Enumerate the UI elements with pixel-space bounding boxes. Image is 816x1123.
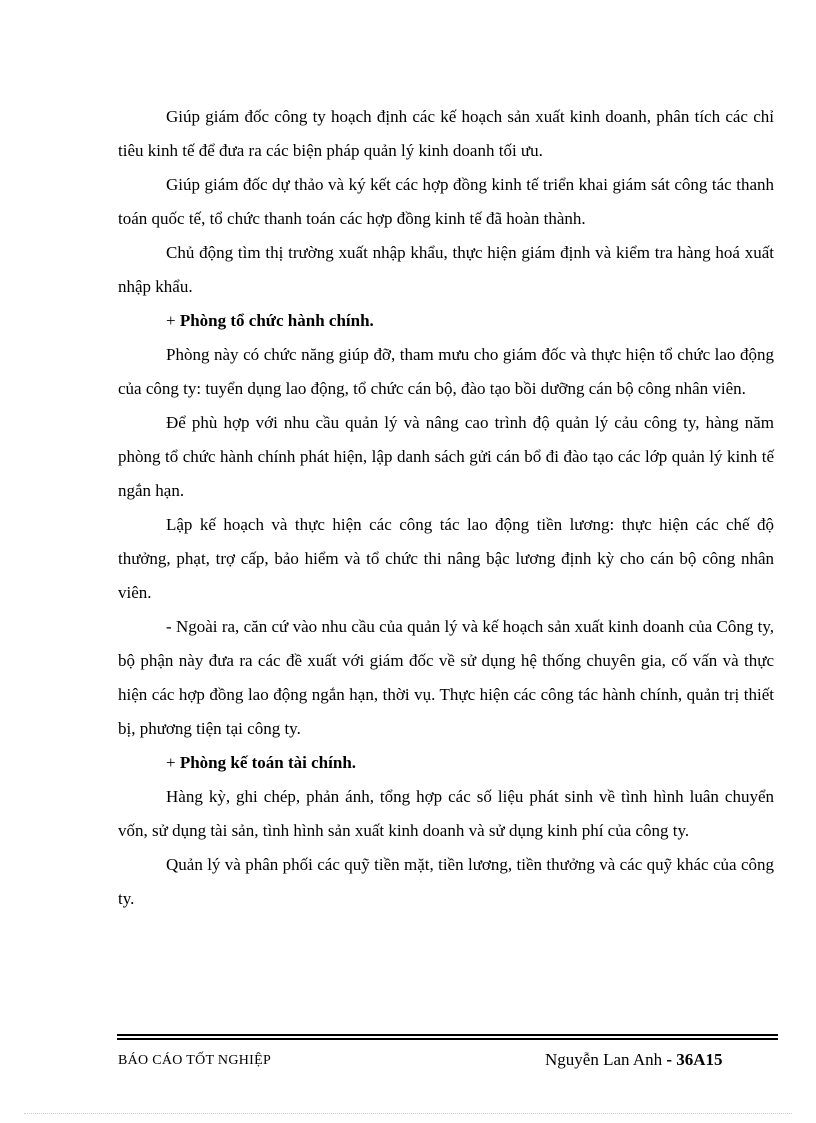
paragraph-contracts: Giúp giám đốc dự thảo và ký kết các hợp đồng kinh tế triển khai giám sát công tác thanh toán quốc tế, tổ chức thanh toán các hợp đồng kinh tế đã hoàn thành. xyxy=(118,175,774,228)
document-body xyxy=(118,100,774,916)
footer-divider xyxy=(117,1034,778,1040)
footer-separator: - xyxy=(666,1050,673,1069)
paragraph-hr-training: Để phù hợp với nhu cầu quản lý và nâng cao trình độ quản lý cảu công ty, hàng năm phòng tổ chức hành chính phát hiện, lập danh sách gửi cán bổ đi đào tạo các lớp quản lý kinh tế ngắn hạn. xyxy=(118,413,774,500)
paragraph-accounting-records: Hàng kỳ, ghi chép, phản ánh, tổng hợp các số liệu phát sinh về tình hình luân chuyển vốn, sử dụng tài sản, tình hình sản xuất kinh doanh và sử dụng kinh phí của công ty. xyxy=(118,787,774,840)
page-bottom-edge xyxy=(24,1113,792,1114)
heading-hr-department-text: Phòng tổ chức hành chính. xyxy=(179,311,374,330)
paragraph-accounting-funds: Quản lý và phân phối các quỹ tiền mặt, tiền lương, tiền thưởng và các quỹ khác của công ty. xyxy=(118,855,774,908)
footer-author xyxy=(545,1050,723,1070)
paragraph-hr-additional: - Ngoài ra, căn cứ vào nhu cầu của quản lý và kế hoạch sản xuất kinh doanh của Công ty, bộ phận này đưa ra các đề xuất với giám đốc về sử dụng hệ thống chuyên gia, cố vấn và thực hiện các hợp đồng lao động ngắn hạn, thời vụ. Thực hiện các công tác hành chính, quản trị thiết bị, phương tiện tại công ty. xyxy=(118,617,774,738)
footer-report-title: BÁO CÁO TỐT NGHIỆP xyxy=(118,1053,272,1068)
footer-author-name: Nguyễn Lan Anh xyxy=(545,1050,663,1069)
heading-accounting-department-text: Phòng kế toán tài chính. xyxy=(179,753,357,772)
footer-class-code: 36A15 xyxy=(676,1050,723,1069)
paragraph-hr-function: Phòng này có chức năng giúp đỡ, tham mưu cho giám đốc và thực hiện tổ chức lao động của công ty: tuyển dụng lao động, tổ chức cán bộ, đào tạo bồi dưỡng cán bộ công nhân viên. xyxy=(118,345,774,398)
heading-hr-department xyxy=(118,304,774,338)
heading-accounting-department xyxy=(118,746,774,780)
paragraph-import-export: Chủ động tìm thị trường xuất nhập khẩu, thực hiện giám định và kiểm tra hàng hoá xuất nhập khẩu. xyxy=(118,243,774,296)
heading-plus-sign: + xyxy=(166,311,176,330)
heading-plus-sign: + xyxy=(166,753,176,772)
paragraph-planning: Giúp giám đốc công ty hoạch định các kế hoạch sản xuất kinh doanh, phân tích các chỉ tiêu kinh tế để đưa ra các biện pháp quản lý kinh doanh tối ưu. xyxy=(118,107,774,160)
paragraph-hr-salary: Lập kế hoạch và thực hiện các công tác lao động tiền lương: thực hiện các chế độ thưởng, phạt, trợ cấp, bảo hiểm và tổ chức thi nâng bậc lương định kỳ cho cán bộ công nhân viên. xyxy=(118,515,774,602)
